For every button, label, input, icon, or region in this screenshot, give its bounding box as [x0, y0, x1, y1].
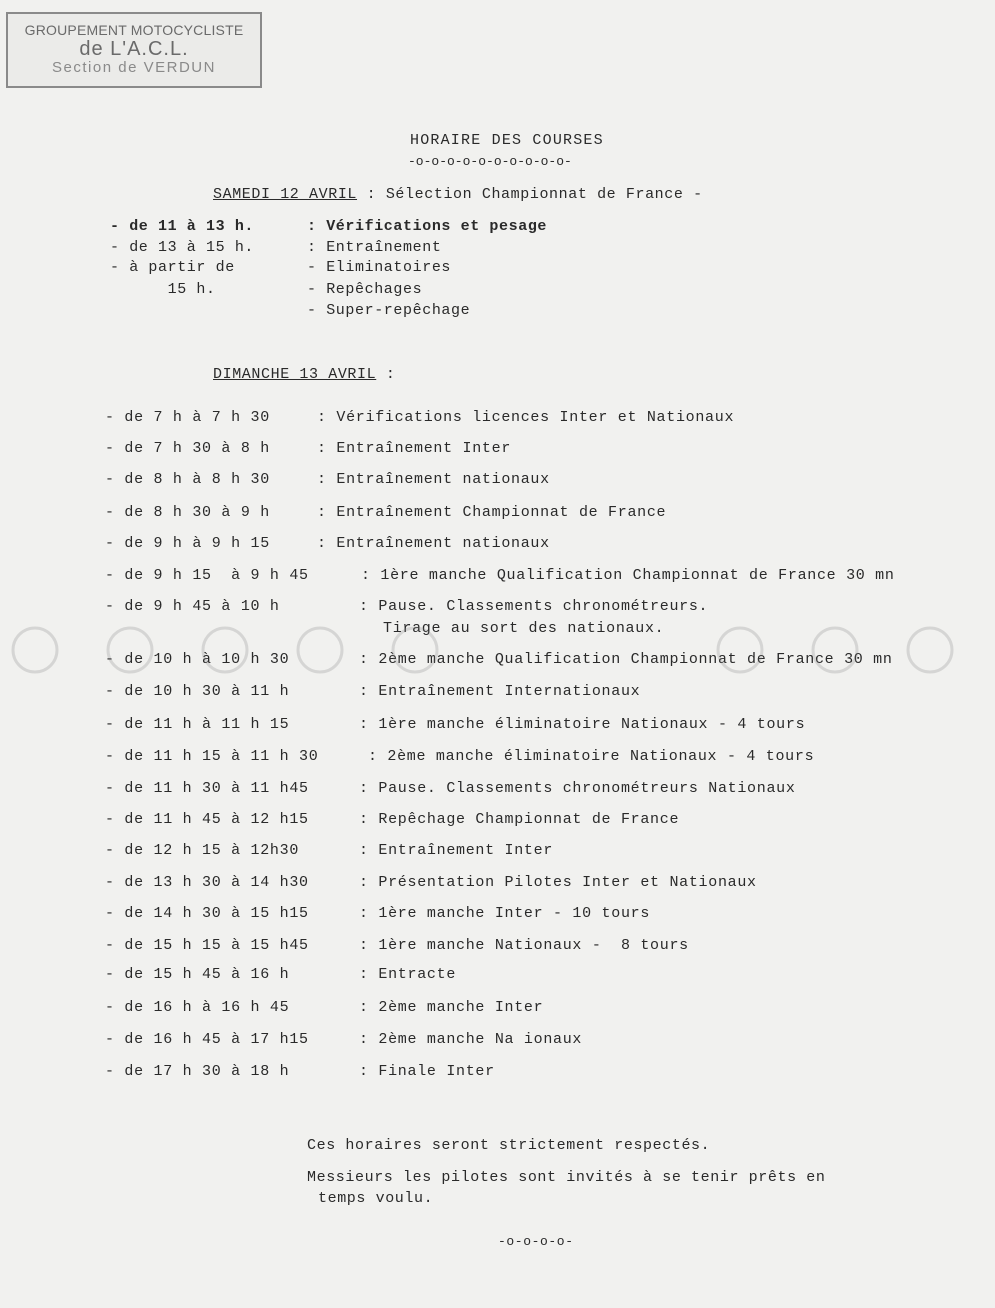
row-time: - de 16 h à 16 h 45	[105, 999, 290, 1016]
row-time: - de 11 à 13 h.	[110, 218, 255, 235]
row-time: - de 10 h 30 à 11 h	[105, 683, 290, 700]
row-time: - de 17 h 30 à 18 h	[105, 1063, 290, 1080]
row-activity: : 2ème manche Qualification Championnat de France 30 mn	[359, 651, 893, 668]
row-activity: : Vérifications licences Inter et Nationaux	[317, 409, 735, 426]
row-activity: : Entracte	[359, 966, 457, 983]
closing-line-3: temps voulu.	[318, 1190, 434, 1207]
row-activity: : 2ème manche Inter	[359, 999, 544, 1016]
row-time: - de 11 h 45 à 12 h15	[105, 811, 309, 828]
row-activity: : Entraînement nationaux	[317, 535, 550, 552]
row-time: - de 9 h à 9 h 15	[105, 535, 270, 552]
row-activity: : Pause. Classements chronométreurs Nationaux	[359, 780, 796, 797]
row-activity: : Pause. Classements chronométreurs.	[359, 598, 709, 615]
row-time: 15 h.	[110, 281, 216, 298]
row-activity: : Entraînement Internationaux	[359, 683, 641, 700]
row-activity: - Repêchages	[307, 281, 423, 298]
stamp-line-2: de L'A.C.L.	[79, 38, 189, 60]
row-time: - de 15 h 45 à 16 h	[105, 966, 290, 983]
row-activity: : Finale Inter	[359, 1063, 495, 1080]
row-time: - de 7 h à 7 h 30	[105, 409, 270, 426]
row-activity: : 1ère manche Inter - 10 tours	[359, 905, 651, 922]
row-time: - de 11 h à 11 h 15	[105, 716, 290, 733]
end-decoration: -o-o-o-o-	[498, 1234, 574, 1249]
row-time: - à partir de	[110, 259, 235, 276]
stamp-line-1: GROUPEMENT MOTOCYCLISTE	[24, 22, 244, 38]
row-time: - de 11 h 15 à 11 h 30	[105, 748, 319, 765]
row-activity: : 1ère manche Qualification Championnat de France 30 mn	[361, 567, 895, 584]
row-time: - de 16 h 45 à 17 h15	[105, 1031, 309, 1048]
row-activity: : Entraînement nationaux	[317, 471, 550, 488]
row-activity: : 2ème manche Na ionaux	[359, 1031, 583, 1048]
row-activity: : 1ère manche éliminatoire Nationaux - 4 tours	[359, 716, 806, 733]
closing-line-2: Messieurs les pilotes sont invités à se tenir prêts en	[307, 1169, 826, 1186]
row-activity: : Vérifications et pesage	[307, 218, 548, 235]
document-title: HORAIRE DES COURSES	[410, 132, 604, 149]
row-time: - de 13 à 15 h.	[110, 239, 255, 256]
sunday-suffix: :	[376, 366, 396, 383]
row-activity: : 1ère manche Nationaux - 8 tours	[359, 937, 689, 954]
stamp-line-3: Section de VERDUN	[52, 59, 216, 76]
row-activity: - Eliminatoires	[307, 259, 452, 276]
saturday-heading	[213, 186, 703, 203]
sunday-day: DIMANCHE 13 AVRIL	[213, 366, 377, 383]
row-activity: - Super-repêchage	[307, 302, 471, 319]
row-activity: : Repêchage Championnat de France	[359, 811, 680, 828]
row-time: - de 15 h 15 à 15 h45	[105, 937, 309, 954]
row-time: - de 8 h à 8 h 30	[105, 471, 270, 488]
row-activity: : 2ème manche éliminatoire Nationaux - 4 tours	[368, 748, 815, 765]
row-time: - de 12 h 15 à 12h30	[105, 842, 300, 859]
row-activity-continued: Tirage au sort des nationaux.	[383, 620, 665, 637]
sunday-heading	[213, 366, 395, 383]
row-time: - de 7 h 30 à 8 h	[105, 440, 270, 457]
row-activity: : Entraînement Inter	[359, 842, 554, 859]
row-time: - de 10 h à 10 h 30	[105, 651, 290, 668]
row-time: - de 11 h 30 à 11 h45	[105, 780, 309, 797]
saturday-day: SAMEDI 12 AVRIL	[213, 186, 358, 203]
closing-line-1: Ces horaires seront strictement respectés.	[307, 1137, 711, 1154]
title-decoration: -o-o-o-o-o-o-o-o-o-o-	[408, 154, 572, 169]
row-time: - de 13 h 30 à 14 h30	[105, 874, 309, 891]
row-activity: : Présentation Pilotes Inter et Nationaux	[359, 874, 757, 891]
saturday-suffix: : Sélection Championnat de France -	[357, 186, 703, 203]
row-time: - de 8 h 30 à 9 h	[105, 504, 270, 521]
row-activity: : Entraînement Inter	[317, 440, 512, 457]
section-stamp	[6, 12, 262, 88]
row-time: - de 9 h 15 à 9 h 45	[105, 567, 309, 584]
row-time: - de 9 h 45 à 10 h	[105, 598, 280, 615]
row-time: - de 14 h 30 à 15 h15	[105, 905, 309, 922]
row-activity: : Entraînement Championnat de France	[317, 504, 667, 521]
row-activity: : Entraînement	[307, 239, 442, 256]
